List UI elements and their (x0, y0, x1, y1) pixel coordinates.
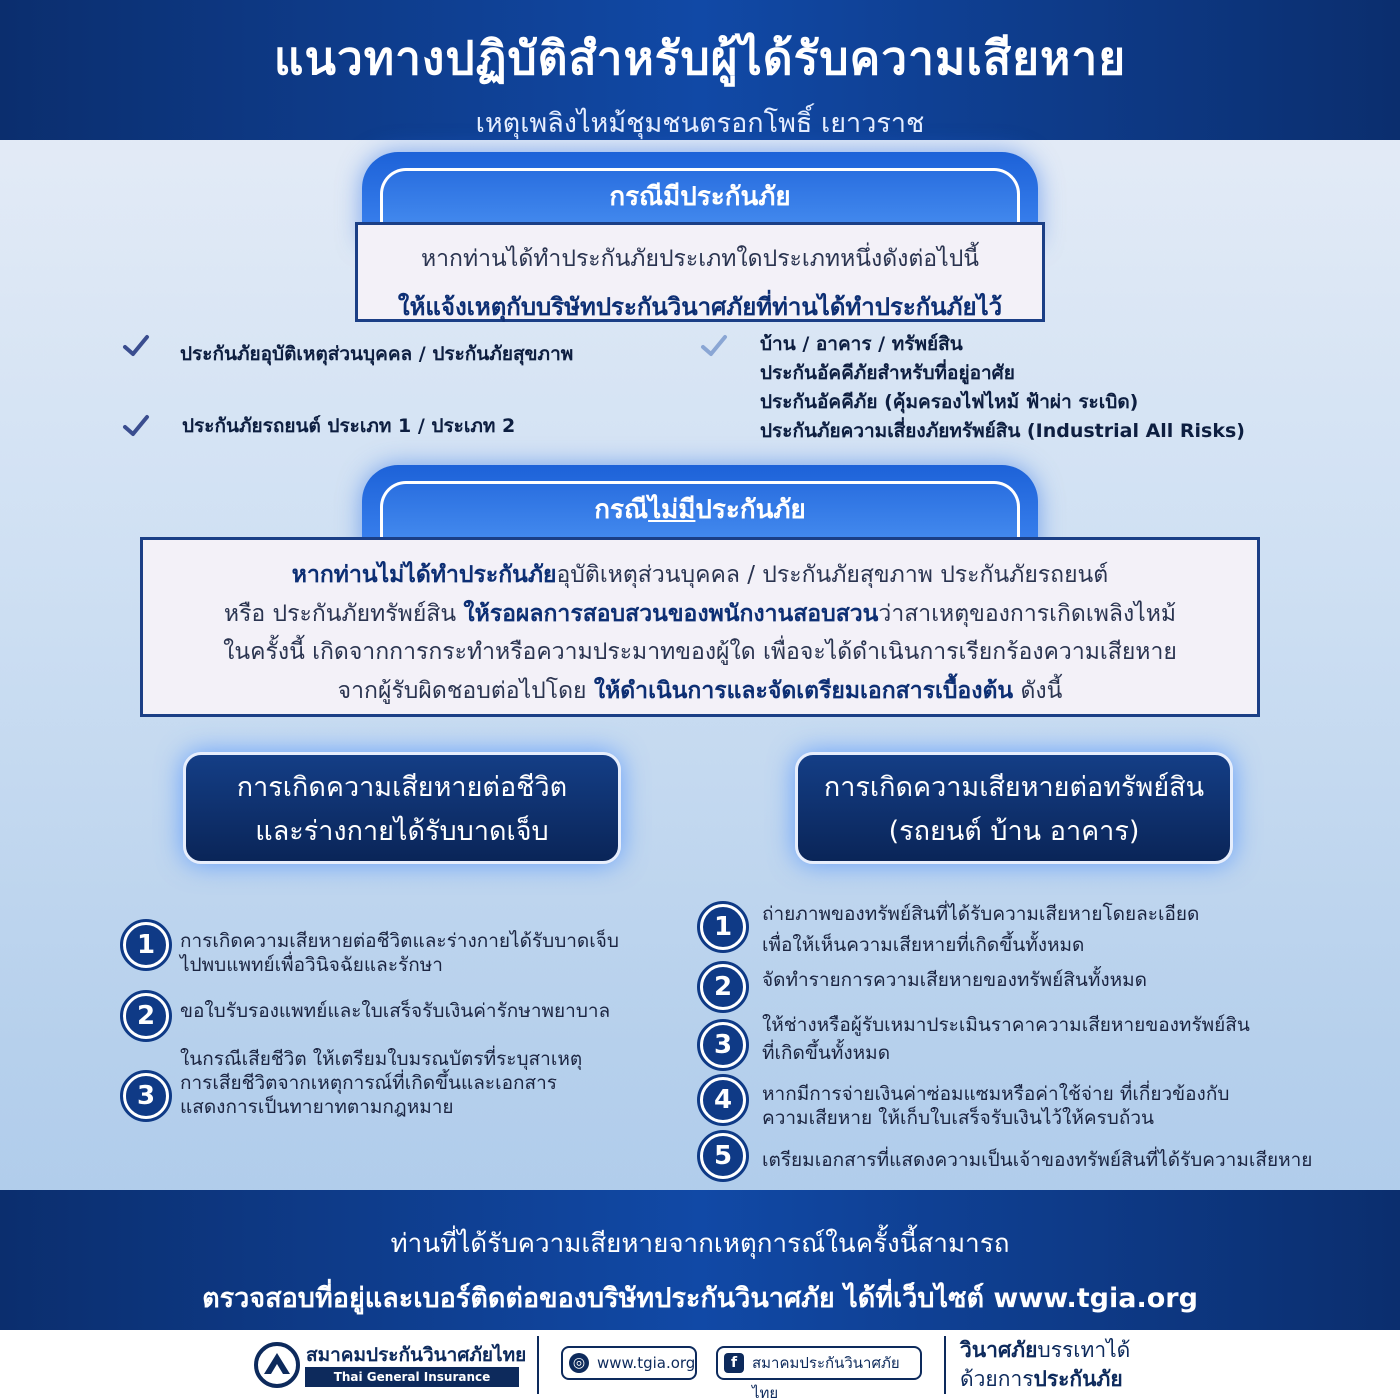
number-badge-icon: 4 (700, 1077, 746, 1123)
property-item-1: ถ่ายภาพของทรัพย์สินที่ได้รับความเสียหายโดยละเอียด เพื่อให้เห็นความเสียหายที่เกิดขึ้นทั้งหมด (762, 903, 1200, 956)
insurance-type-iar: ประกันภัยความเสี่ยงภัยทรัพย์สิน (Industrial All Risks) (760, 420, 1245, 442)
property-damage-header: การเกิดความเสียหายต่อทรัพย์สิน (รถยนต์ บ้าน อาคาร) (795, 752, 1233, 864)
number-badge-icon: 1 (123, 922, 169, 968)
org-name-english: Thai General Insurance Association (305, 1367, 519, 1387)
property-item-5: เตรียมเอกสารที่แสดงความเป็นเจ้าของทรัพย์สินที่ได้รับความเสียหาย (762, 1149, 1313, 1171)
slogan: วินาศภัยบรรเทาได้ ด้วยการประกันภัย (960, 1338, 1131, 1391)
page-title: แนวทางปฏิบัติสำหรับผู้ได้รับความเสียหาย (273, 31, 1127, 85)
check-icon (122, 414, 150, 438)
page-subtitle: เหตุเพลิงไหม้ชุมชนตรอกโพธิ์ เยาวราช (475, 108, 925, 139)
insured-instruction-box (355, 222, 1045, 322)
tgia-logo-icon (254, 1342, 300, 1388)
number-badge-icon: 3 (700, 1022, 746, 1068)
uninsured-tab-label: กรณีไม่มีประกันภัย (594, 495, 806, 525)
insurance-type-residential-fire: ประกันอัคคีภัยสำหรับที่อยู่อาศัย (760, 362, 1015, 384)
insurance-type-motor: ประกันภัยรถยนต์ ประเภท 1 / ประเภท 2 (182, 415, 516, 437)
insured-tab-label: กรณีมีประกันภัย (609, 182, 791, 212)
uninsured-instruction-box (140, 537, 1260, 717)
insured-line1: หากท่านได้ทำประกันภัยประเภทใดประเภทหนึ่งดังต่อไปนี้ (420, 246, 980, 272)
life-item-2: ขอใบรับรองแพทย์และใบเสร็จรับเงินค่ารักษาพยาบาล (180, 1000, 611, 1022)
uninsured-line4: จากผู้รับผิดชอบต่อไปโดย ให้ดำเนินการและจัดเตรียมเอกสารเบื้องต้น ดังนี้ (337, 677, 1063, 704)
org-name-thai: สมาคมประกันวินาศภัยไทย (306, 1344, 527, 1366)
number-badge-icon: 2 (123, 993, 169, 1039)
life-item-1: การเกิดความเสียหายต่อชีวิตและร่างกายได้รับบาดเจ็บ ไปพบแพทย์เพื่อวินิจฉัยและรักษา (180, 930, 619, 976)
property-item-2: จัดทำรายการความเสียหายของทรัพย์สินทั้งหมด (762, 969, 1148, 991)
globe-icon: ◎ (569, 1353, 589, 1373)
check-icon (700, 334, 728, 358)
footer-line2: ตรวจสอบที่อยู่และเบอร์ติดต่อของบริษัทประกันวินาศภัย ได้ที่เว็บไซต์ www.tgia.org (202, 1283, 1198, 1314)
insured-line2: ให้แจ้งเหตุกับบริษัทประกันวินาศภัยที่ท่านได้ทำประกันภัยไว้ (397, 293, 1003, 321)
footer-line1: ท่านที่ได้รับความเสียหายจากเหตุการณ์ในครั้งนี้สามารถ (390, 1229, 1010, 1259)
uninsured-line1: หากท่านไม่ได้ทำประกันภัยอุบัติเหตุส่วนบุคคล / ประกันภัยสุขภาพ ประกันภัยรถยนต์ (291, 562, 1109, 588)
footer-banner (0, 1190, 1400, 1330)
branding-strip (0, 1330, 1400, 1400)
property-item-4: หากมีการจ่ายเงินค่าซ่อมแซมหรือค่าใช้จ่าย ที่เกี่ยวข้องกับ ความเสียหาย ให้เก็บใบเสร็จรับเงินไว้ให้ครบถ้วน (762, 1083, 1230, 1129)
number-badge-icon: 1 (700, 904, 746, 950)
check-icon (122, 334, 150, 358)
uninsured-line2: หรือ ประกันภัยทรัพย์สิน ให้รอผลการสอบสวนของพนักงานสอบสวนว่าสาเหตุของการเกิดเพลิงไหม้ (223, 600, 1177, 627)
insurance-type-fire: ประกันอัคคีภัย (คุ้มครองไฟไหม้ ฟ้าผ่า ระเบิด) (760, 391, 1139, 413)
insurance-type-property: บ้าน / อาคาร / ทรัพย์สิน (760, 333, 963, 355)
insurance-type-property-list (760, 330, 1245, 446)
number-badge-icon: 2 (700, 964, 746, 1010)
insurance-type-personal: ประกันภัยอุบัติเหตุส่วนบุคคล / ประกันภัยสุขภาพ (180, 343, 574, 365)
facebook-link[interactable]: f สมาคมประกันวินาศภัยไทย (716, 1346, 922, 1380)
life-damage-header: การเกิดความเสียหายต่อชีวิต และร่างกายได้รับบาดเจ็บ (183, 752, 621, 864)
property-item-3: ให้ช่างหรือผู้รับเหมาประเมินราคาความเสียหายของทรัพย์สิน ที่เกิดขึ้นทั้งหมด (762, 1014, 1250, 1064)
header-banner (0, 0, 1400, 140)
number-badge-icon: 5 (700, 1133, 746, 1179)
uninsured-line3: ในครั้งนี้ เกิดจากการกระทำหรือความประมาทของผู้ใด เพื่อจะได้ดำเนินการเรียกร้องความเสียหาย (223, 639, 1177, 665)
divider (944, 1336, 946, 1394)
divider (537, 1336, 539, 1394)
life-item-3: ในกรณีเสียชีวิต ให้เตรียมใบมรณบัตรที่ระบุสาเหตุ การเสียชีวิตจากเหตุการณ์ที่เกิดขึ้นและเอกสาร แสดงการเป็นทายาทตามกฎหมาย (180, 1048, 583, 1118)
facebook-icon: f (724, 1353, 744, 1373)
website-link[interactable]: ◎ www.tgia.org (561, 1346, 697, 1380)
number-badge-icon: 3 (123, 1073, 169, 1119)
